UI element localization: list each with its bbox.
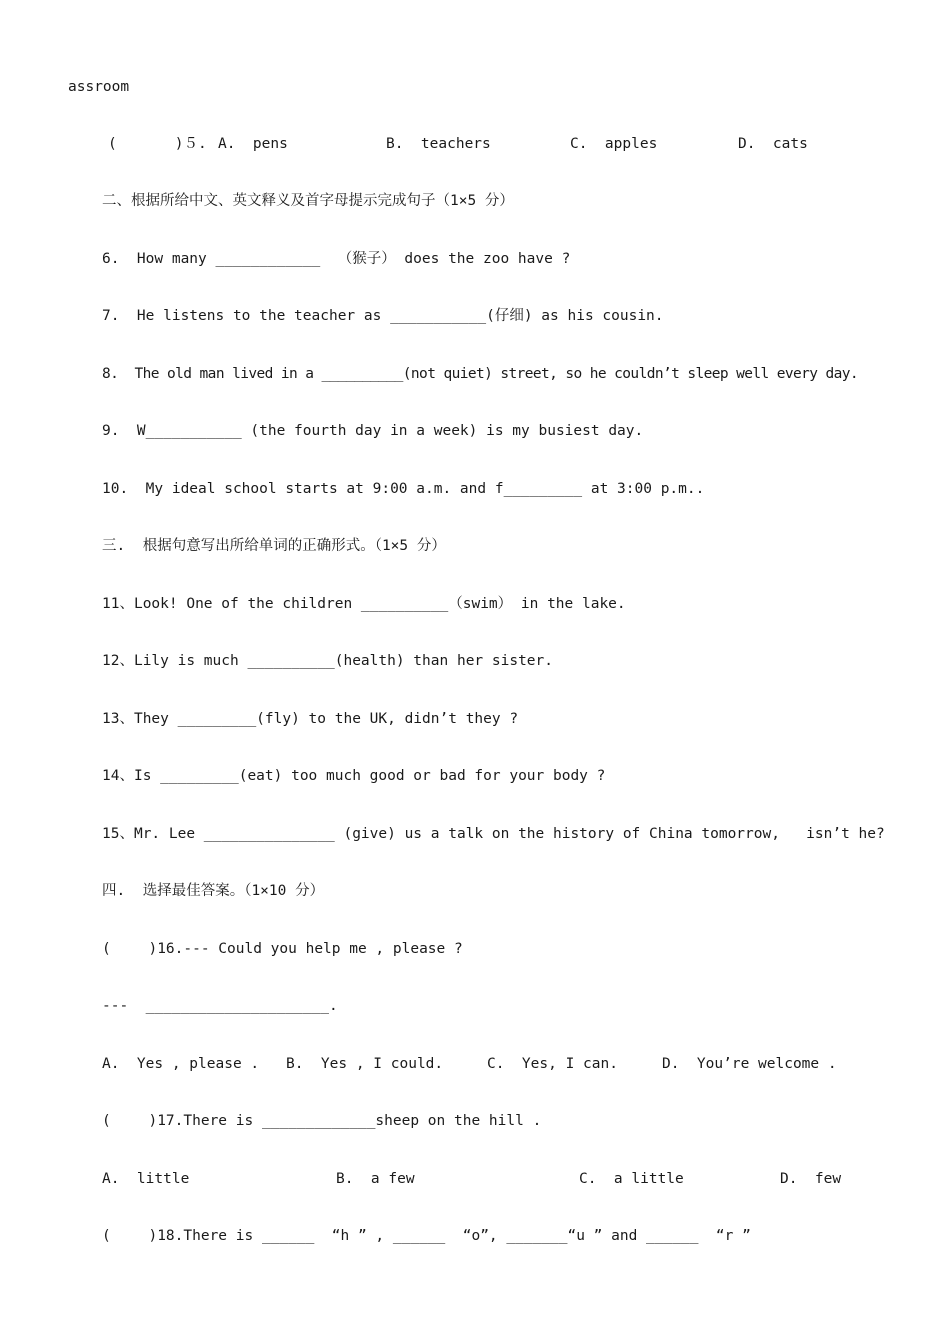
question-17-option-c: C. a little <box>579 1171 684 1187</box>
question-5-option-c: C. apples <box>570 136 658 152</box>
question-6: 6. How many ____________ （猴子） does the zoo have ? <box>102 251 571 267</box>
question-13: 13、They _________(fly) to the UK, didn’t they ? <box>102 711 519 727</box>
question-16: ( )16.--- Could you help me , please ? <box>102 941 463 957</box>
question-18: ( )18.There is ______ “h ” , ______ “o”, _______“u ” and ______ “r ” <box>102 1228 751 1244</box>
question-7: 7. He listens to the teacher as ___________(仔细) as his cousin. <box>102 308 664 324</box>
question-5-option-a: A. pens <box>218 136 288 152</box>
question-5-paren: ( )５. <box>108 136 207 152</box>
question-9: 9. W___________ (the fourth day in a week) is my busiest day. <box>102 423 644 439</box>
section-3-heading: 三. 根据句意写出所给单词的正确形式。（1×5 分） <box>102 538 446 554</box>
question-16-option-d: D. You’re welcome . <box>662 1056 837 1072</box>
question-14: 14、Is _________(eat) too much good or bad for your body ? <box>102 768 606 784</box>
question-16-option-a: A. Yes , please . <box>102 1056 260 1072</box>
question-5-option-b: B. teachers <box>386 136 491 152</box>
section-2-heading: 二、根据所给中文、英文释义及首字母提示完成句子（1×5 分） <box>102 193 514 209</box>
question-16-option-b: B. Yes , I could. <box>286 1056 444 1072</box>
question-17: ( )17.There is _____________sheep on the hill . <box>102 1113 542 1129</box>
question-16-answer-line: --- _____________________. <box>102 998 338 1014</box>
question-17-option-a: A. little <box>102 1171 190 1187</box>
question-15: 15、Mr. Lee _______________ (give) us a talk on the history of China tomorrow, isn’t he? <box>102 826 885 842</box>
question-17-option-d: D. few <box>780 1171 842 1187</box>
question-16-option-c: C. Yes, I can. <box>487 1056 618 1072</box>
question-12: 12、Lily is much __________(health) than her sister. <box>102 653 553 669</box>
question-8: 8. The old man lived in a __________(not quiet) street, so he couldn’t sleep well every day. <box>102 366 859 382</box>
question-10: 10. My ideal school starts at 9:00 a.m. and f_________ at 3:00 p.m.. <box>102 481 705 497</box>
section-4-heading: 四. 选择最佳答案。（1×10 分） <box>102 883 325 899</box>
question-17-option-b: B. a few <box>336 1171 415 1187</box>
question-5-option-d: D. cats <box>738 136 808 152</box>
question-11: 11、Look! One of the children __________（swim） in the lake. <box>102 596 626 612</box>
text-line-fragment: assroom <box>68 79 130 95</box>
